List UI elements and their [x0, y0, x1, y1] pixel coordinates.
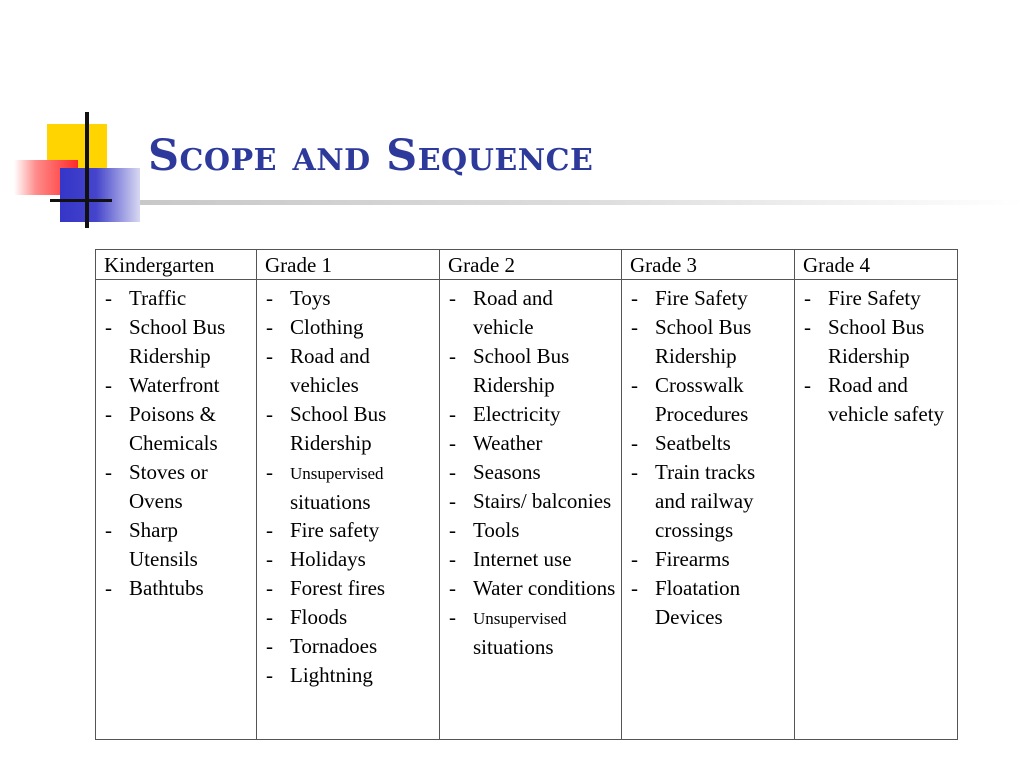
title-underline: [140, 200, 1024, 205]
grade-3-list: [629, 284, 790, 632]
blue-gradient-square: [60, 168, 140, 222]
list-item: - Clothing: [264, 313, 435, 342]
list-item: - Tornadoes: [264, 632, 435, 661]
list-item: - Holidays: [264, 545, 435, 574]
list-item: - Seasons: [447, 458, 617, 487]
list-item: - School Bus Ridership: [447, 342, 617, 400]
header-grade-4: Grade 4: [795, 250, 958, 280]
grade-4-list: [802, 284, 953, 429]
header-grade-3: Grade 3: [622, 250, 795, 280]
header-grade-1: Grade 1: [257, 250, 440, 280]
list-item: - Poisons & Chemicals: [103, 400, 252, 458]
list-item: - School Bus Ridership: [103, 313, 252, 371]
table-row: [96, 280, 958, 740]
horizontal-line: [50, 199, 112, 202]
list-item: - Floatation Devices: [629, 574, 790, 632]
grade-1-cell: [257, 280, 440, 740]
list-item: - Sharp Utensils: [103, 516, 252, 574]
header-grade-2: Grade 2: [440, 250, 622, 280]
vertical-line: [85, 112, 89, 228]
list-item: - Train tracks and railway crossings: [629, 458, 790, 545]
list-item: - Tools: [447, 516, 617, 545]
list-item: - Road and vehicles: [264, 342, 435, 400]
list-item: - Fire Safety: [629, 284, 790, 313]
list-item: - School Bus Ridership: [802, 313, 953, 371]
header-kindergarten: Kindergarten: [96, 250, 257, 280]
list-item-unsupervised: [447, 603, 617, 661]
list-item: - Electricity: [447, 400, 617, 429]
grade-3-cell: [622, 280, 795, 740]
list-item: - Stairs/ balconies: [447, 487, 617, 516]
list-item: - Fire Safety: [802, 284, 953, 313]
list-item: - Water conditions: [447, 574, 617, 603]
grade-2-list: [447, 284, 617, 661]
list-item: - Toys: [264, 284, 435, 313]
list-item: - School Bus Ridership: [629, 313, 790, 371]
grade-2-cell: [440, 280, 622, 740]
grade-4-cell: [795, 280, 958, 740]
list-item: - Traffic: [103, 284, 252, 313]
list-item: - Waterfront: [103, 371, 252, 400]
list-item: - Stoves or Ovens: [103, 458, 252, 516]
kindergarten-list: [103, 284, 252, 603]
list-item-unsupervised: [264, 458, 435, 516]
list-item: - Road and vehicle safety: [802, 371, 953, 429]
scope-table: [95, 249, 958, 740]
list-item: - Fire safety: [264, 516, 435, 545]
list-item: - Firearms: [629, 545, 790, 574]
list-item: - Floods: [264, 603, 435, 632]
list-item: - School Bus Ridership: [264, 400, 435, 458]
list-item: - Internet use: [447, 545, 617, 574]
situations-word: situations: [473, 635, 554, 659]
list-item: - Bathtubs: [103, 574, 252, 603]
slide-logo-decoration: [0, 0, 150, 240]
list-item: - Weather: [447, 429, 617, 458]
list-item: - Forest fires: [264, 574, 435, 603]
situations-word: situations: [290, 490, 371, 514]
list-item: - Seatbelts: [629, 429, 790, 458]
grade-1-list: [264, 284, 435, 690]
slide-title: Scope and Sequence: [148, 131, 594, 181]
list-item: - Crosswalk Procedures: [629, 371, 790, 429]
table-header-row: [96, 250, 958, 280]
unsupervised-word: Unsupervised: [290, 464, 384, 483]
list-item: - Lightning: [264, 661, 435, 690]
list-item: - Road and vehicle: [447, 284, 617, 342]
kindergarten-cell: [96, 280, 257, 740]
unsupervised-word: Unsupervised: [473, 609, 567, 628]
